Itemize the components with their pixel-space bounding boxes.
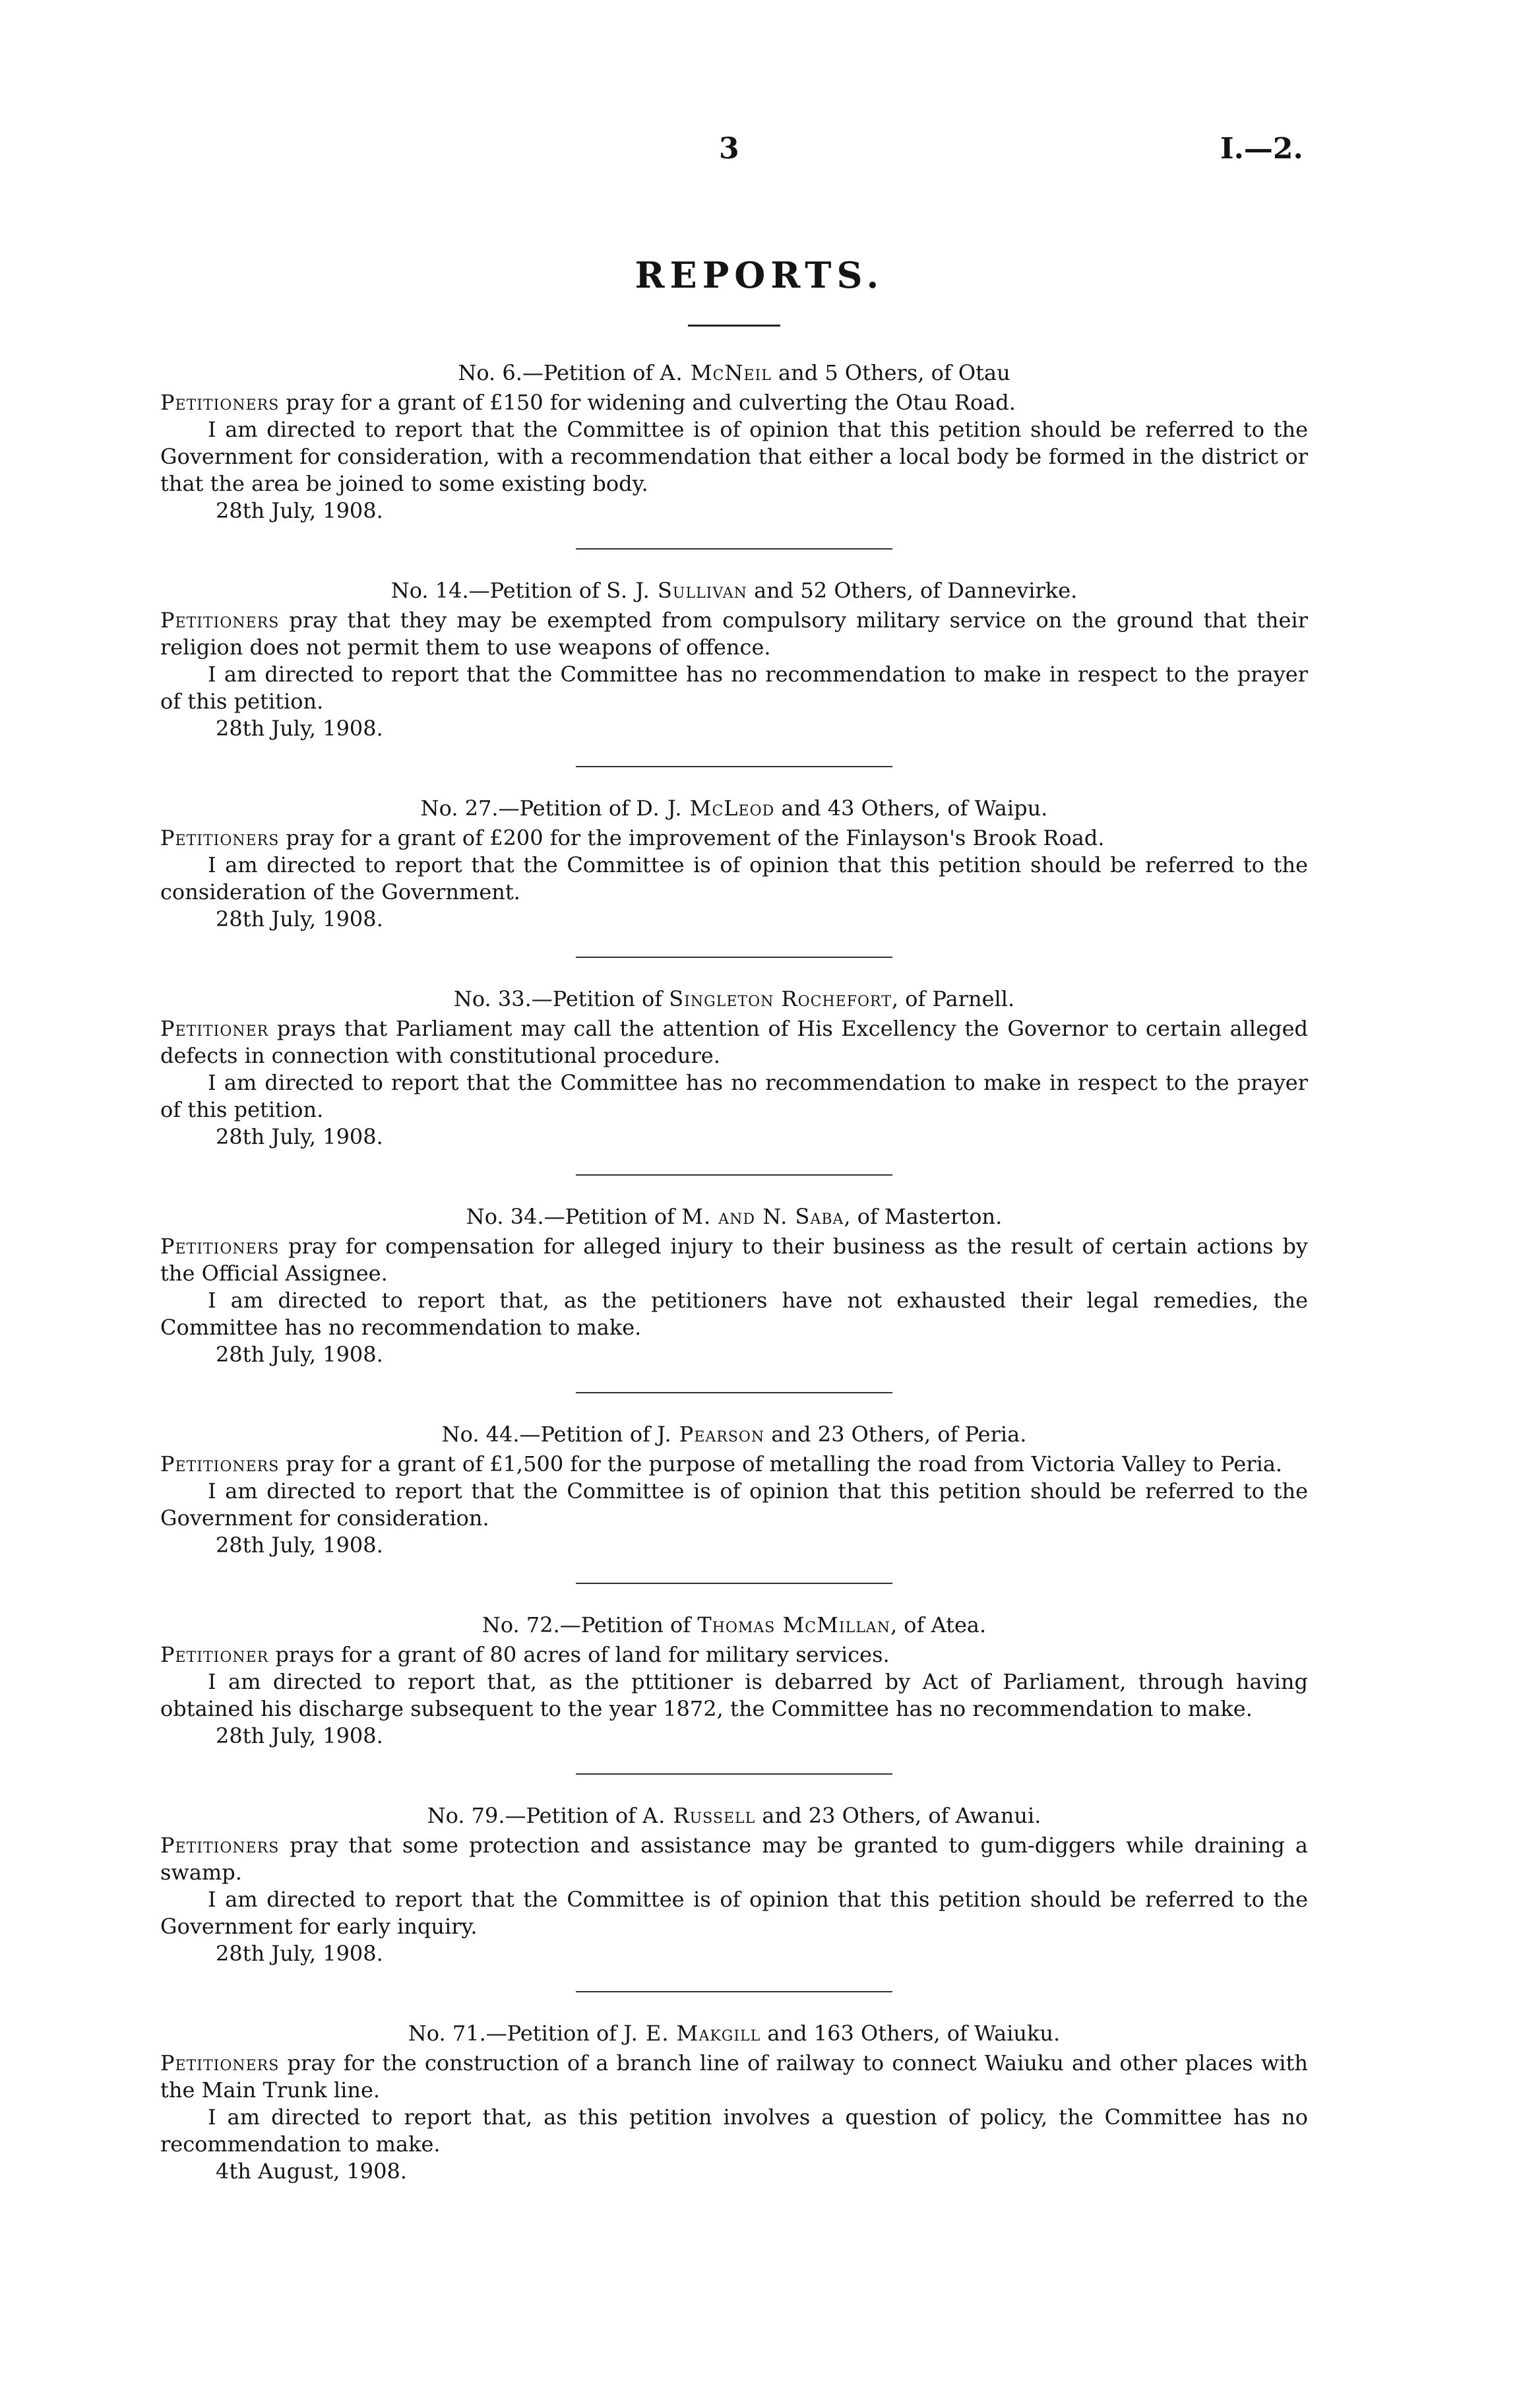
report-text: I am directed to report that the Committee is of opinion that this petition should be referred to the Government for consideration.	[160, 1478, 1308, 1531]
report-heading-rest: and 163 Others, of Waiuku.	[760, 2021, 1061, 2046]
report-number: No. 33.—Petition of	[453, 986, 669, 1011]
report-number: No. 27.—Petition of	[420, 796, 636, 821]
report-heading	[160, 795, 1308, 822]
report-text: I am directed to report that the Committee has no recommendation to make in respect to the prayer of this petition.	[160, 1070, 1308, 1122]
report-heading-rest: and 43 Others, of Waipu.	[774, 796, 1048, 821]
report-date: 28th July, 1908.	[216, 1124, 383, 1149]
prayer-body: pray that some protection and assistance may be granted to gum-diggers while draining a swamp.	[160, 1833, 1308, 1885]
page-title: REPORTS.	[635, 254, 884, 296]
prayer-body: pray for a grant of £1,500 for the purpose of metalling the road from Victoria Valley to Peria.	[279, 1451, 1283, 1476]
report-text: I am directed to report that the Committee is of opinion that this petition should be referred to the Government for early inquiry.	[160, 1887, 1308, 1939]
report-entry	[160, 1203, 1308, 1368]
separator-rule	[576, 1583, 892, 1584]
report-number: No. 6.—Petition of	[458, 360, 660, 385]
petitioner-label: Petitioners	[160, 608, 280, 633]
separator-rule	[576, 766, 892, 767]
report-number: No. 79.—Petition of	[427, 1803, 643, 1828]
prayer-text	[160, 1832, 1308, 1886]
separator-rule	[576, 1773, 892, 1775]
prayer-body: pray that they may be exempted from compulsory military service on the ground that their religion does not permit them to use weapons of offence.	[160, 608, 1308, 660]
petitioner-label: Petitioners	[160, 1451, 280, 1476]
report-date: 4th August, 1908.	[216, 2159, 408, 2184]
prayer-body: prays for a grant of 80 acres of land for military services.	[268, 1642, 890, 1667]
page-number: 3	[719, 132, 739, 166]
separator-rule	[576, 1991, 892, 1992]
report-heading	[160, 577, 1308, 604]
report-text: I am directed to report that, as this petition involves a question of policy, the Committee has no recommendation to make.	[160, 2105, 1308, 2157]
report-number: No. 14.—Petition of	[390, 578, 607, 603]
report-heading	[160, 2020, 1308, 2047]
paper-reference: I.—2.	[1220, 132, 1303, 166]
prayer-text	[160, 825, 1308, 852]
report-text: I am directed to report that, as the petitioners have not exhausted their legal remedies, the Committee has no recommendation to make.	[160, 1288, 1308, 1340]
petitioner-label: Petitioners	[160, 825, 280, 850]
petitioner-name: Thomas McMillan	[697, 1612, 890, 1637]
report-heading-rest: and 52 Others, of Dannevirke.	[747, 578, 1078, 603]
petitioner-name: M. and N. Saba	[681, 1204, 844, 1229]
report-number: No. 71.—Petition of	[408, 2021, 624, 2046]
report-date: 28th July, 1908.	[216, 1342, 383, 1367]
prayer-text	[160, 389, 1308, 416]
report-entry	[160, 2020, 1308, 2185]
report-entry	[160, 1612, 1308, 1750]
report-date: 28th July, 1908.	[216, 716, 383, 741]
prayer-text	[160, 1015, 1308, 1069]
petitioner-label: Petitioners	[160, 1833, 280, 1858]
report-text: I am directed to report that the Committee is of opinion that this petition should be referred to the Government for consideration, with a recommendation that either a local body be formed in the district or that the area be joined to some existing body.	[160, 417, 1308, 496]
prayer-text	[160, 1641, 1308, 1668]
report-date: 28th July, 1908.	[216, 1723, 383, 1748]
report-heading-rest: and 23 Others, of Peria.	[764, 1422, 1027, 1447]
title-underline	[688, 325, 780, 327]
report-heading-rest: , of Masterton.	[844, 1204, 1003, 1229]
report-heading-rest: and 5 Others, of Otau	[771, 360, 1010, 385]
petitioner-name: S. J. Sullivan	[606, 578, 747, 603]
report-heading-rest: and 23 Others, of Awanui.	[755, 1803, 1041, 1828]
report-text: I am directed to report that the Committee is of opinion that this petition should be referred to the consideration of the Government.	[160, 852, 1308, 904]
prayer-text	[160, 607, 1308, 661]
petitioner-name: Singleton Rochefort	[669, 986, 892, 1011]
prayer-body: prays that Parliament may call the attention of His Excellency the Governor to certain alleged defects in connection with constitutional procedure.	[160, 1016, 1308, 1068]
report-entry	[160, 577, 1308, 742]
report-number: No. 34.—Petition of	[466, 1204, 682, 1229]
report-entry	[160, 1421, 1308, 1559]
reports-list	[160, 360, 1308, 2185]
report-date: 28th July, 1908.	[216, 1941, 383, 1966]
separator-rule	[576, 957, 892, 958]
prayer-body: pray for a grant of £150 for widening and culverting the Otau Road.	[279, 390, 1016, 415]
prayer-body: pray for compensation for alleged injury to their business as the result of certain actions by the Official Assignee.	[160, 1234, 1308, 1286]
report-date: 28th July, 1908.	[216, 1533, 383, 1558]
prayer-text	[160, 1451, 1308, 1478]
report-heading	[160, 1802, 1308, 1829]
prayer-body: pray for the construction of a branch line of railway to connect Waiuku and other places with the Main Trunk line.	[160, 2050, 1308, 2103]
report-entry	[160, 360, 1308, 524]
report-number: No. 44.—Petition of	[441, 1422, 658, 1447]
petitioner-name: A. McNeil	[660, 360, 772, 385]
petitioner-name: A. Russell	[642, 1803, 756, 1828]
report-heading-rest: , of Atea.	[890, 1612, 987, 1637]
report-entry	[160, 1802, 1308, 1967]
report-number: No. 72.—Petition of	[481, 1612, 698, 1637]
report-text: I am directed to report that the Committee has no recommendation to make in respect to the prayer of this petition.	[160, 662, 1308, 714]
report-heading	[160, 1203, 1308, 1230]
separator-rule	[576, 1174, 892, 1176]
petitioner-name: J. Pearson	[657, 1422, 765, 1447]
report-heading	[160, 360, 1308, 387]
report-date: 28th July, 1908.	[216, 906, 383, 932]
separator-rule	[576, 548, 892, 550]
report-entry	[160, 795, 1308, 933]
separator-rule	[576, 1392, 892, 1393]
report-heading-rest: , of Parnell.	[891, 986, 1015, 1011]
report-heading	[160, 986, 1308, 1013]
petitioner-label: Petitioners	[160, 390, 280, 415]
report-text: I am directed to report that, as the pttitioner is debarred by Act of Parliament, through having obtained his discharge subsequent to the year 1872, the Committee has no recommendation to make.	[160, 1669, 1308, 1721]
prayer-text	[160, 2050, 1308, 2104]
report-heading	[160, 1612, 1308, 1639]
petitioner-label: Petitioner	[160, 1016, 269, 1041]
report-heading	[160, 1421, 1308, 1448]
petitioner-label: Petitioner	[160, 1642, 269, 1667]
petitioner-label: Petitioners	[160, 1234, 280, 1259]
report-date: 28th July, 1908.	[216, 498, 383, 523]
prayer-body: pray for a grant of £200 for the improvement of the Finlayson's Brook Road.	[279, 825, 1105, 850]
petitioner-label: Petitioners	[160, 2050, 280, 2075]
petitioner-name: D. J. McLeod	[636, 796, 775, 821]
prayer-text	[160, 1233, 1308, 1287]
report-entry	[160, 986, 1308, 1151]
petitioner-name: J. E. Makgill	[623, 2021, 761, 2046]
